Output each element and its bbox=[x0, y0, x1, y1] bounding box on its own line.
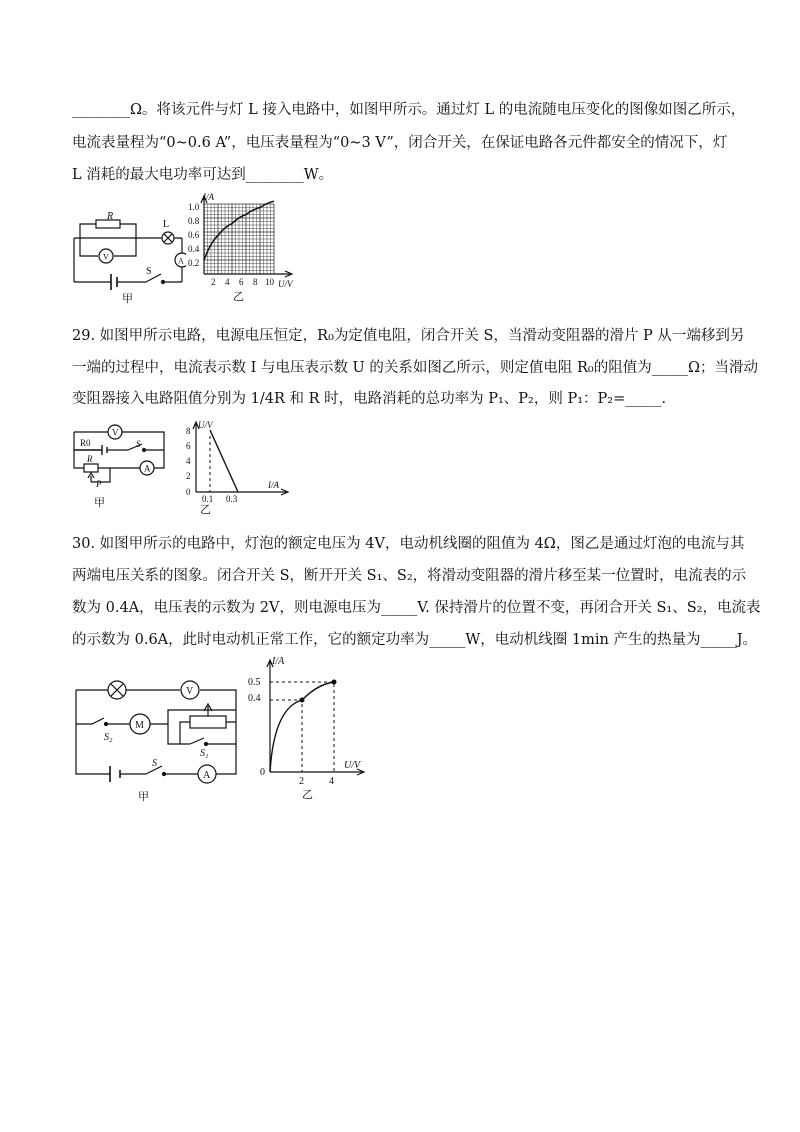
q30-line-3: 数为 0.4A，电压表的示数为 2V，则电源电压为_____V. 保持滑片的位置不变，再闭合开关 S₁、S₂，电流表 bbox=[72, 600, 761, 616]
q28-label-v: V bbox=[103, 252, 109, 262]
q30-point-2v bbox=[300, 698, 305, 703]
q28-ytick-0.2: 0.2 bbox=[188, 258, 200, 268]
q29-ylabel: U/V bbox=[198, 420, 213, 430]
q28-label-a: A bbox=[178, 256, 184, 266]
q30-circuit-diagram bbox=[68, 672, 248, 807]
q30-dashed-guides bbox=[270, 682, 334, 772]
q28-line-3: L 消耗的最大电功率可达到________W。 bbox=[72, 167, 334, 183]
q30-line-2: 两端电压关系的图象。闭合开关 S，断开开关 S₁、S₂，将滑动变阻器的滑片移至某一位置时，电流表的示 bbox=[72, 568, 747, 584]
q29-ytick-4: 4 bbox=[186, 456, 191, 466]
q28-label-l: L bbox=[163, 219, 170, 230]
q30-point-4v bbox=[332, 680, 337, 685]
q29-label-v: V bbox=[112, 427, 119, 438]
q30-xtick-4: 4 bbox=[329, 776, 334, 787]
q29-line-2: 一端的过程中，电流表示数 I 与电压表示数 U 的关系如图乙所示，则定值电阻 R₀的阻值为_____Ω；当滑动 bbox=[72, 360, 758, 376]
q28-xtick-8: 8 bbox=[253, 277, 258, 287]
q29-label-p: P bbox=[96, 479, 102, 489]
q29-ytick-0: 0 bbox=[186, 487, 191, 497]
q30-iu-graph bbox=[240, 650, 380, 800]
q30-caption-jia: 甲 bbox=[138, 791, 149, 803]
q30-line-1: 30. 如图甲所示的电路中，灯泡的额定电压为 4V，电动机线圈的阻值为 4Ω，图乙是通过灯泡的电流与其 bbox=[72, 536, 745, 552]
q28-ytick-1.0: 1.0 bbox=[188, 202, 200, 212]
q29-line bbox=[210, 430, 238, 492]
q28-iu-graph bbox=[182, 192, 302, 307]
q29-label-a: A bbox=[144, 463, 151, 474]
q29-caption-jia: 甲 bbox=[94, 497, 105, 509]
q28-ylabel: I/A bbox=[203, 192, 214, 202]
q29-ytick-6: 6 bbox=[186, 441, 191, 451]
q30-line-4: 的示数为 0.6A，此时电动机正常工作，它的额定功率为_____W，电动机线圈 1min 产生的热量为_____J。 bbox=[72, 632, 758, 648]
q30-label-v: V bbox=[186, 686, 194, 697]
q28-xlabel: U/V bbox=[278, 279, 293, 289]
q28-caption-jia: 甲 bbox=[122, 293, 133, 305]
q30-ytick-0.4: 0.4 bbox=[248, 693, 261, 704]
q29-line-1: 29. 如图甲所示电路，电源电压恒定，R₀为定值电阻，闭合开关 S，当滑动变阻器的滑片 P 从一端移到另 bbox=[72, 328, 745, 344]
q28-xtick-4: 4 bbox=[225, 277, 230, 287]
q29-line-3: 变阻器接入电路阻值分别为 1/4R 和 R 时，电路消耗的总功率为 P₁、P₂，则 P₁：P₂=_____. bbox=[72, 391, 667, 407]
q28-xtick-6: 6 bbox=[239, 277, 244, 287]
q28-label-r: R bbox=[107, 211, 114, 222]
q30-origin: 0 bbox=[260, 767, 265, 778]
q28-ytick-0.8: 0.8 bbox=[188, 216, 200, 226]
q29-caption-yi: 乙 bbox=[200, 504, 211, 516]
q29-xtick-0.1: 0.1 bbox=[202, 494, 214, 504]
q29-label-r: R bbox=[87, 454, 93, 464]
q29-ui-graph bbox=[182, 418, 294, 518]
q29-xlabel: I/A bbox=[268, 480, 279, 490]
q30-label-s: S bbox=[152, 758, 157, 769]
q28-caption-yi: 乙 bbox=[233, 291, 244, 303]
q30-xlabel: U/V bbox=[344, 760, 361, 771]
q30-label-s1: S₁ bbox=[200, 748, 209, 759]
q29-ytick-8: 8 bbox=[186, 426, 191, 436]
q29-xtick-0.3: 0.3 bbox=[226, 494, 238, 504]
q30-label-s2: S₂ bbox=[104, 732, 113, 743]
q29-circuit-diagram bbox=[66, 420, 176, 510]
q28-line-1: ________Ω。将该元件与灯 L 接入电路中，如图甲所示。通过灯 L 的电流随电压变化的图像如图乙所示， bbox=[72, 102, 746, 118]
q30-ytick-0.5: 0.5 bbox=[248, 677, 261, 688]
q30-xtick-2: 2 bbox=[299, 776, 304, 787]
q28-circuit-diagram bbox=[66, 210, 186, 305]
q30-caption-yi: 乙 bbox=[302, 789, 313, 800]
q29-label-s: S bbox=[136, 439, 141, 449]
q30-label-m: M bbox=[135, 720, 144, 731]
q28-xtick-2: 2 bbox=[211, 277, 216, 287]
q28-line-2: 电流表量程为“0~0.6 A”，电压表量程为“0~3 V”，闭合开关，在保证电路各元件都安全的情况下，灯 bbox=[72, 135, 728, 151]
q30-label-a: A bbox=[203, 770, 211, 781]
q28-ytick-0.6: 0.6 bbox=[188, 230, 200, 240]
q28-xtick-10: 10 bbox=[265, 277, 274, 287]
q29-label-r0: R0 bbox=[80, 438, 91, 448]
q30-ylabel: I/A bbox=[272, 656, 285, 667]
q29-ytick-2: 2 bbox=[186, 471, 191, 481]
q28-ytick-0.4: 0.4 bbox=[188, 244, 200, 254]
q28-label-s: S bbox=[146, 266, 152, 277]
